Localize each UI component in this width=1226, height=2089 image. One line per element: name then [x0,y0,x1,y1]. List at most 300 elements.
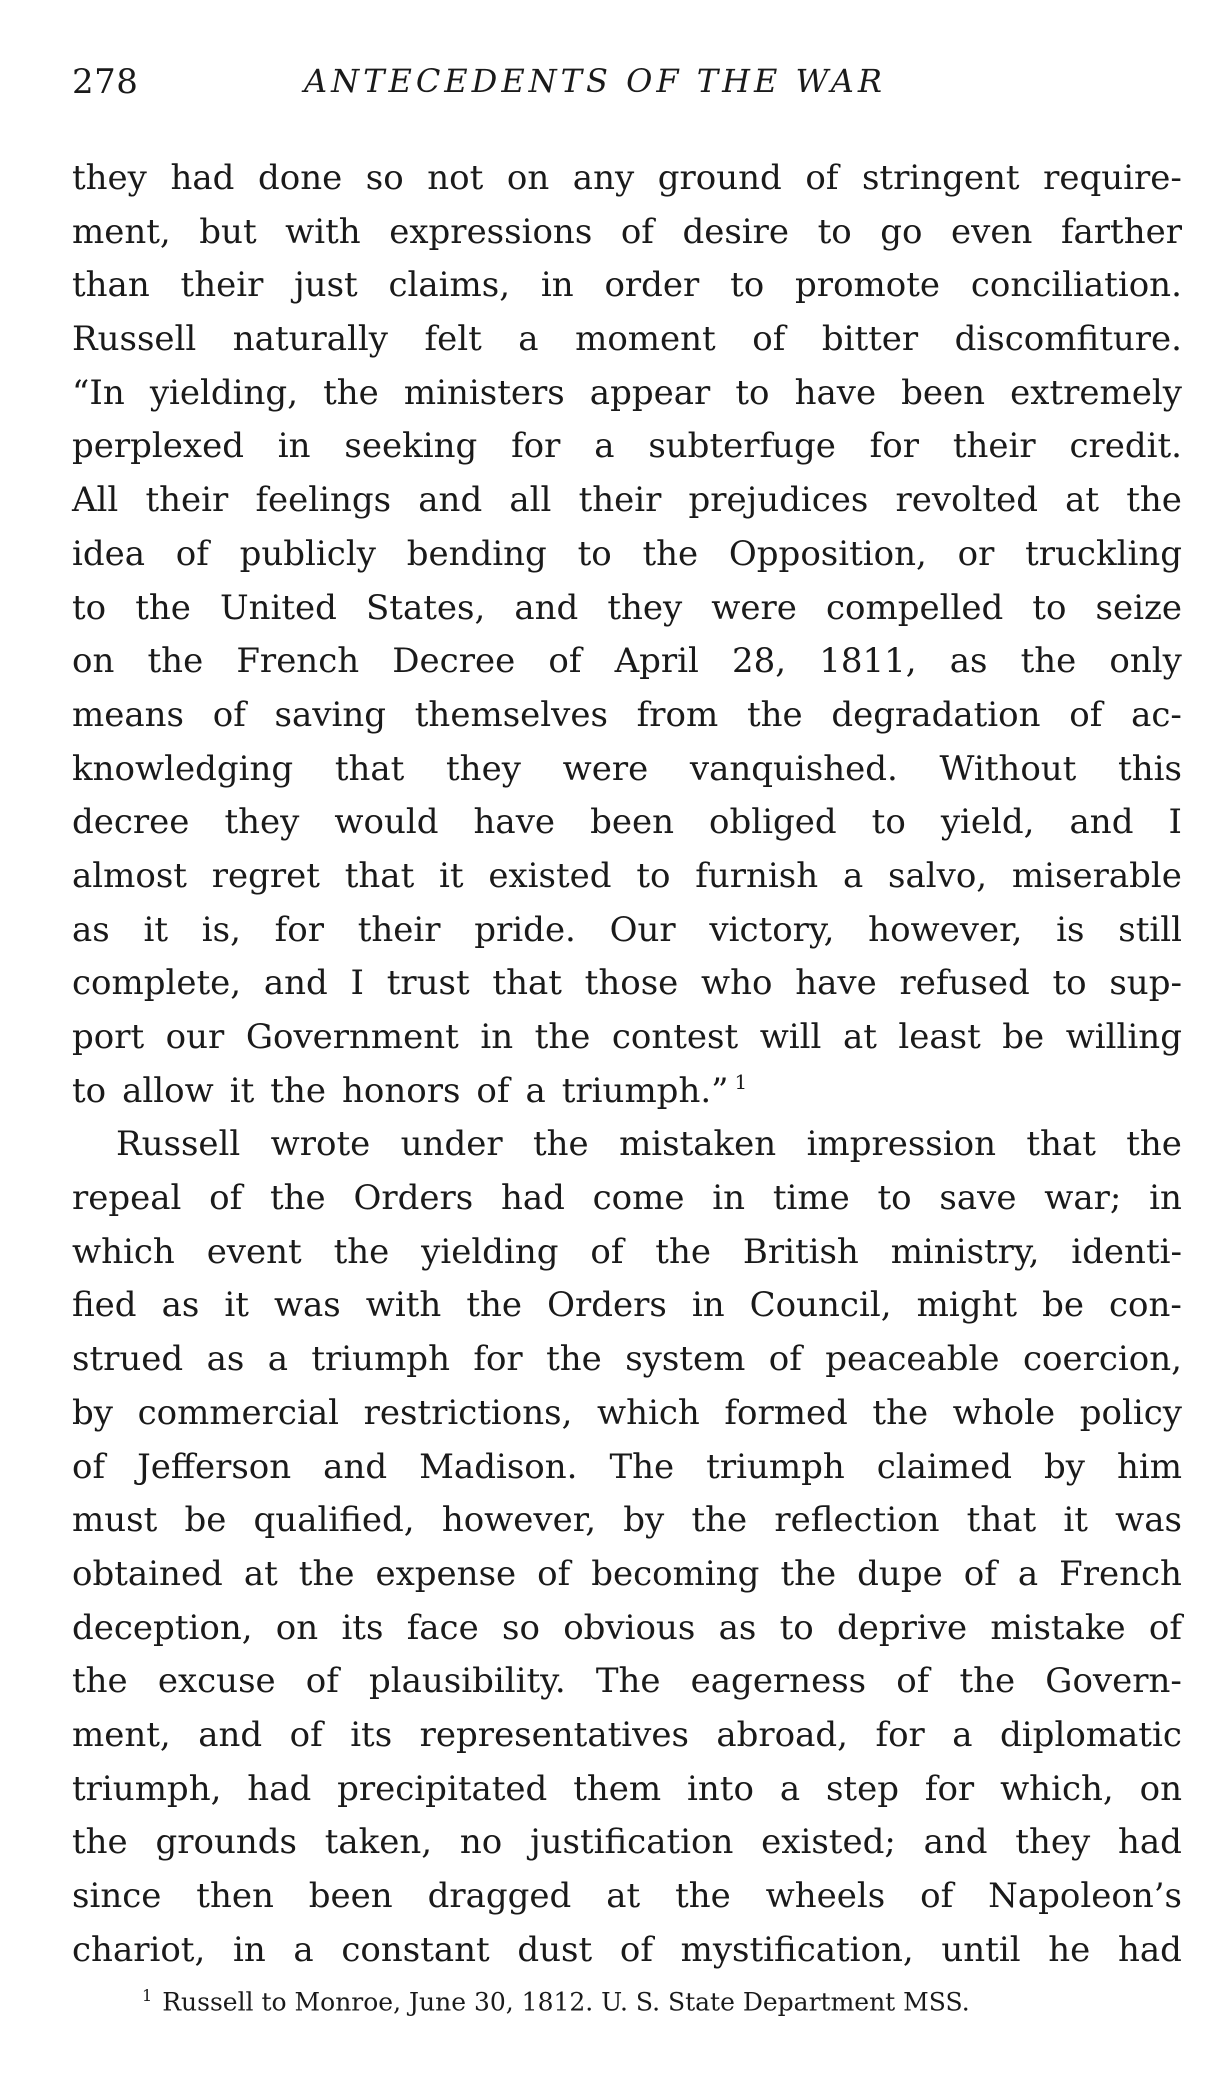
word: feelings [255,480,392,521]
word: justification [530,1822,734,1863]
word: almost [72,855,187,896]
word: the [780,1553,837,1594]
word: the [1126,1124,1182,1165]
word: formed [724,1392,848,1433]
word: were [562,748,649,789]
word: to [577,533,612,574]
word: obliged [709,802,837,843]
word: sup- [1109,963,1182,1004]
word: the [270,1070,326,1111]
word: wrote [270,1124,371,1165]
word: might [916,1285,1018,1326]
word: will [759,1017,822,1057]
word: Govern- [1045,1661,1182,1702]
word: as [718,1607,757,1648]
word: The [595,1661,661,1702]
word: eagerness [690,1661,867,1702]
word: that [334,748,405,789]
word: the [72,1822,128,1863]
word: must [72,1500,158,1541]
word: it [229,1070,255,1111]
word: order [604,265,700,306]
word: dust [517,1929,593,1970]
word: for [511,426,561,467]
word: which [72,1231,175,1272]
word: have [473,802,556,843]
word: Russell [72,319,197,360]
word: prejudices [688,480,869,521]
word: Orders [547,1285,667,1326]
word: at [1065,480,1100,521]
word: the [135,587,191,628]
word: a [842,855,864,896]
word: it [1063,1500,1088,1541]
word: idea [72,533,146,574]
word: felt [424,319,482,360]
word: to [871,802,906,843]
word: the [147,641,204,682]
word: come [592,1178,685,1219]
word: and [263,963,328,1004]
word: a [518,319,539,360]
word: their [180,265,264,306]
word: 1811, [819,641,917,682]
word: go [880,211,923,252]
word: have [794,372,877,413]
text-line [72,152,1182,206]
word: been [901,372,986,413]
word: is [1056,909,1085,950]
word: the [691,1500,748,1541]
word: diplomatic [1000,1714,1182,1755]
text-line [72,474,1182,528]
text-line [72,1924,1182,1978]
footnote-reference: 1 [734,1070,748,1095]
word: in [277,426,311,467]
text-line [72,582,1182,636]
word: The [609,1446,675,1487]
word: than [72,265,150,306]
word: as [161,1285,200,1326]
word: grounds [155,1822,297,1863]
word: to [1032,587,1067,628]
word: would [334,802,439,843]
word: complete, [72,963,242,1004]
word: commercial [137,1392,339,1433]
word: the [959,1661,1016,1702]
word: taken, [324,1822,433,1863]
word: it [439,855,464,896]
word: Opposition, [728,533,927,574]
word: a [525,1070,546,1111]
word: that [966,1500,1037,1541]
word: step [825,1768,899,1809]
text-line [72,313,1182,367]
word: had [1117,1822,1182,1863]
word: of [590,1231,624,1272]
word: bending [406,533,547,574]
word: seize [1095,587,1182,628]
word: our [165,1017,225,1057]
word: the [270,1178,326,1219]
text-line [72,1441,1182,1495]
word: April [614,641,699,682]
word: triumph [706,1446,845,1487]
word: a [1017,1553,1039,1594]
word: victory, [709,909,835,950]
word: revolted [895,480,1038,521]
body-text [72,152,1182,1977]
word: were [711,587,797,628]
word: desire [682,211,790,252]
word: the [872,1392,929,1433]
word: the [675,1876,731,1916]
word: they [446,748,521,789]
word: willing [1065,1017,1182,1057]
word: “In [72,372,125,413]
word: of [537,1553,571,1594]
word: had [170,158,235,198]
word: impression [806,1124,996,1165]
word: since [72,1876,162,1916]
word: the [333,1231,390,1272]
word: by [1043,1446,1085,1487]
word: the [323,372,379,413]
word: been [590,802,674,843]
text-line [72,850,1182,904]
word: on [506,158,550,198]
text-line [72,420,1182,474]
word: any [572,158,635,198]
word: reflection [774,1500,940,1541]
word: British [742,1231,859,1272]
text-line [72,528,1182,582]
word: at [606,1876,641,1916]
word: of [620,211,654,252]
word: the [72,1661,128,1702]
word: vanquished. [689,748,898,789]
word: their [357,909,441,950]
word: system [625,1339,746,1380]
word: extremely [1010,372,1182,413]
word: States, [366,587,486,628]
word: coercion, [1022,1339,1182,1380]
word: excuse [157,1661,276,1702]
word: the [1020,641,1077,682]
word: farther [1060,211,1182,252]
text-line [72,1118,1182,1172]
word: to [877,1178,912,1219]
word: triumph.” $^1$ [561,1070,748,1111]
text-line [72,1655,1182,1709]
text-line [72,1763,1182,1817]
word: their [578,480,662,521]
word: moment [575,319,716,360]
word: of [289,1714,323,1755]
word: be [184,1500,227,1541]
word: of [212,694,246,735]
word: had [1117,1929,1182,1970]
word: trust [386,963,470,1004]
word: pride. [474,909,576,950]
word: no [459,1822,503,1863]
word: abroad, [716,1714,848,1755]
word: of [752,319,786,360]
word: of [305,1661,339,1702]
word: at [842,1017,877,1057]
word: on [275,1607,319,1648]
word: existed; [761,1822,896,1863]
word: a [594,426,615,467]
word: they [607,587,683,628]
word: as [206,1339,245,1380]
text-line [72,1870,1182,1924]
word: triumph [311,1339,450,1380]
word: the [298,1553,355,1594]
word: perplexed [72,426,244,467]
word: under [400,1124,503,1165]
word: yielding [421,1231,559,1272]
word: policy [1079,1392,1182,1433]
word: triumph, [72,1768,222,1809]
word: con- [1108,1285,1182,1326]
word: of [963,1553,997,1594]
word: qualified, [253,1500,415,1541]
word: Russell [116,1124,241,1165]
word: degradation [831,694,1041,735]
word: however, [868,909,1023,950]
word: who [701,963,773,1004]
word: with [365,1285,442,1326]
word: not [427,158,484,198]
page-header [72,62,1182,118]
word: to [72,587,107,628]
text-line [72,367,1182,421]
word: yield, [940,802,1035,843]
word: I [1168,802,1182,843]
word: save [939,1178,1017,1219]
word: those [584,963,679,1004]
word: credit. [1069,426,1182,467]
word: restrictions, [363,1392,573,1433]
word: Orders [353,1178,474,1219]
word: have [795,963,877,1004]
word: knowledging [72,748,294,789]
word: port [72,1017,145,1057]
word: a [779,1768,801,1809]
word: its [350,1714,393,1755]
word: war; [1044,1178,1122,1219]
word: been [308,1876,393,1916]
word: becoming [591,1553,760,1594]
footnote [142,1986,970,2016]
page-number: 278 [72,62,139,102]
word: they [1015,1822,1091,1863]
word: be [1042,1285,1084,1326]
word: promote [795,265,941,306]
word: by [72,1392,113,1433]
word: which, [1000,1768,1114,1809]
word: in [1149,1178,1182,1219]
word: bitter [821,319,919,360]
footnote-mark: 1 [142,1986,153,2005]
word: the [655,1231,711,1272]
word: that [344,855,415,896]
text-line [72,1387,1182,1441]
word: to [735,372,770,413]
word: in [480,1017,514,1057]
text-line [72,743,1182,797]
word: constant [341,1929,490,1970]
text-line [72,1602,1182,1656]
word: ment, [72,211,171,252]
word: All [72,480,119,521]
word: which [596,1392,700,1433]
word: Our [609,909,676,950]
word: of [1148,1607,1182,1648]
word: saving [274,694,387,735]
word: face [406,1607,479,1648]
word: 28, [732,641,787,682]
word: deprive [836,1607,968,1648]
word: claimed [876,1446,1012,1487]
text-line [72,1333,1182,1387]
word: ment, [72,1714,171,1755]
word: the [1126,480,1182,521]
word: deception, [72,1607,253,1648]
word: in [232,1929,266,1970]
word: for [473,1339,523,1380]
word: appear [589,372,711,413]
word: had [247,1768,312,1809]
word: of [548,641,582,682]
word: mystification, [680,1929,914,1970]
text-line [72,904,1182,958]
word: dupe [857,1553,943,1594]
word: truckling [1025,533,1182,574]
word: of [175,533,209,574]
word: and [1069,802,1134,843]
word: naturally [232,319,388,360]
word: their [145,480,229,521]
word: however, [441,1500,597,1541]
word: precipitated [337,1768,548,1809]
word: ac- [1131,694,1182,735]
word: they [72,158,147,198]
word: they [224,802,300,843]
word: strued [72,1339,184,1380]
word: just [294,265,358,306]
word: ministers [403,372,565,413]
word: contest [611,1017,739,1057]
word: Without [939,748,1077,789]
word: themselves [414,694,608,735]
word: obtained [72,1553,223,1594]
word: be [1002,1017,1045,1057]
word: of [476,1070,510,1111]
word: allow [122,1070,214,1111]
word: them [573,1768,662,1809]
word: at [243,1553,278,1594]
word: mistake [990,1607,1126,1648]
word: and [323,1446,388,1487]
word: a [267,1339,288,1380]
word: dragged [427,1876,572,1916]
text-line [72,1226,1182,1280]
word: French [236,641,360,682]
word: still [1118,909,1182,950]
word: conciliation. [970,265,1182,306]
word: to [730,265,765,306]
word: this [1118,748,1182,789]
word: and [418,480,483,521]
word: in [691,1285,725,1326]
text-line [72,1011,1182,1065]
text-line [72,1548,1182,1602]
word: of [896,1661,930,1702]
text-line [72,957,1182,1011]
word: it [224,1285,249,1326]
word: in [540,265,574,306]
word: to [779,1607,814,1648]
word: into [687,1768,754,1809]
word: I [350,963,364,1004]
word: for [869,426,919,467]
word: by [623,1500,665,1541]
word: to [72,1070,107,1111]
word: to [636,855,671,896]
word: United [219,587,337,628]
word: existed [488,855,612,896]
word: the [532,1124,589,1165]
word: for [875,1714,925,1755]
text-line [72,259,1182,313]
word: the [534,1017,591,1057]
word: compelled [825,587,1004,628]
word: mistaken [619,1124,777,1165]
text-line [72,1172,1182,1226]
word: from [636,694,719,735]
word: done [257,158,343,198]
word: of [1069,694,1103,735]
word: in [712,1178,746,1219]
word: and [923,1822,988,1863]
word: for [924,1768,975,1809]
word: that [492,963,562,1004]
word: had [500,1178,565,1219]
word: its [341,1607,384,1648]
word: regret [211,855,320,896]
word: identi- [1071,1231,1182,1272]
word: was [1115,1500,1182,1541]
text-line [72,1709,1182,1763]
word: representatives [419,1714,689,1755]
word: that [1026,1124,1096,1165]
word: claims, [388,265,511,306]
word: yielding, [149,372,298,413]
word: wheels [765,1876,886,1916]
word: refused [899,963,1030,1004]
word: a [293,1929,314,1970]
word: then [196,1876,274,1916]
word: subterfuge [648,426,836,467]
word: of [768,1339,802,1380]
word: repeal [72,1178,182,1219]
text-line [72,1279,1182,1333]
word: require- [1043,158,1182,198]
word: Decree [392,641,516,682]
word: only [1109,641,1182,682]
